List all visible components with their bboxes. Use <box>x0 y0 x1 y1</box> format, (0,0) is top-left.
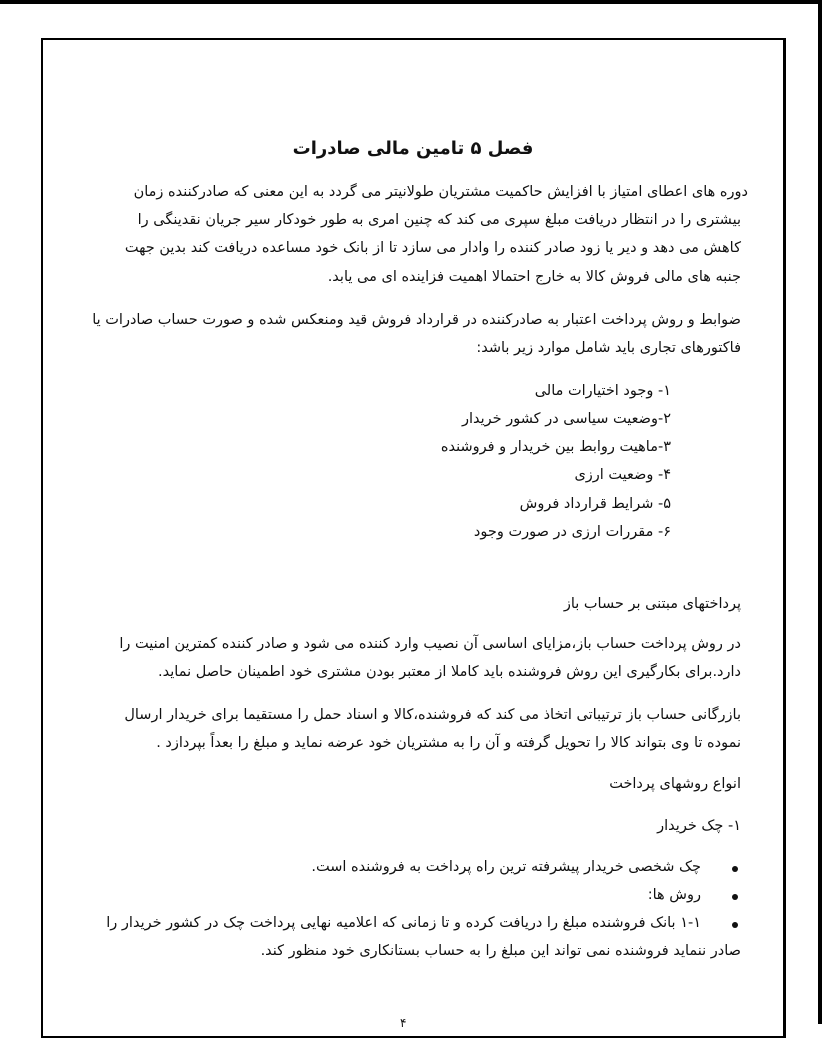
open-account-p1-line-2: دارد.برای بکارگیری این روش فروشنده باید کاملا از معتبر بودن مشتری خود اطمینان حاصل نماید. <box>158 664 741 680</box>
intro-line-4: جنبه های مالی فروش کالا به خارج احتمالا اهمیت فزاینده ای می یابد. <box>327 269 741 285</box>
list-item: ۶- مقررات ارزی در صورت وجود <box>473 524 671 540</box>
intro-line-3: کاهش می دهد و دیر یا زود صادر کننده را وادار می سازد تا از بانک خود مساعده دریافت کند بدین جهت <box>124 240 741 256</box>
chapter-title: فصل ۵ تامین مالی صادرات <box>292 138 534 159</box>
list-item: ۴- وضعیت ارزی <box>574 467 671 483</box>
conditions-line-2: فاکتورهای تجاری باید شامل موارد زیر باشد: <box>476 340 741 356</box>
bullet-dot-icon <box>732 894 738 900</box>
bullet-continuation: صادر ننماید فروشنده نمی تواند این مبلغ را به حساب بستانکاری خود منظور کند. <box>260 943 741 959</box>
conditions-line-1: ضوابط و روش پرداخت اعتبار به صادرکننده در قرارداد فروش قید ومنعکس شده و صورت حساب صادرات یا <box>92 312 741 328</box>
list-item: ۲-وضعیت سیاسی در کشور خریدار <box>462 411 671 427</box>
bullet-text: ۱-۱ بانک فروشنده مبلغ را دریافت کرده و تا زمانی که اعلامیه نهایی پرداخت چک در کشور خریدار را <box>106 915 701 931</box>
intro-line-1: دوره های اعطای امتیاز با افزایش حاکمیت مشتریان طولانیتر می گردد به این معنی که صادرکننده زمان <box>133 184 748 200</box>
bullet-dot-icon <box>732 866 738 872</box>
list-item: ۱- وجود اختیارات مالی <box>534 383 671 399</box>
bullet-dot-icon <box>732 922 738 928</box>
list-item: ۳-ماهیت روابط بین خریدار و فروشنده <box>440 439 671 455</box>
page-number: ۴ <box>400 1016 407 1030</box>
open-account-heading: پرداختهای مبتنی بر حساب باز <box>563 596 741 612</box>
open-account-p2-line-1: بازرگانی حساب باز ترتیباتی اتخاذ می کند که فروشنده،کالا و اسناد حمل را مستقیما برای خریدار ارسال <box>124 707 741 723</box>
bullet-text: چک شخصی خریدار پیشرفته ترین راه پرداخت به فروشنده است. <box>311 859 701 875</box>
open-account-p2-line-2: نموده تا وی بتواند کالا را تحویل گرفته و آن را به مشتریان خود عرضه نماید و مبلغ را بعداً بپردازد . <box>156 735 741 751</box>
payment-methods-heading: انواع روشهای پرداخت <box>609 776 741 792</box>
list-item: ۵- شرایط قرارداد فروش <box>519 496 671 512</box>
buyer-check-heading: ۱- چک خریدار <box>657 818 741 834</box>
intro-line-2: بیشتری را در انتظار دریافت مبلغ سپری می کند که چنین امری به طور خودکار سیر جریان نقدینگی را <box>137 212 741 228</box>
bullet-text: روش ها: <box>647 887 701 903</box>
open-account-p1-line-1: در روش پرداخت حساب باز،مزایای اساسی آن نصیب وارد کننده می شود و صادر کننده کمترین امنیت را <box>119 636 741 652</box>
